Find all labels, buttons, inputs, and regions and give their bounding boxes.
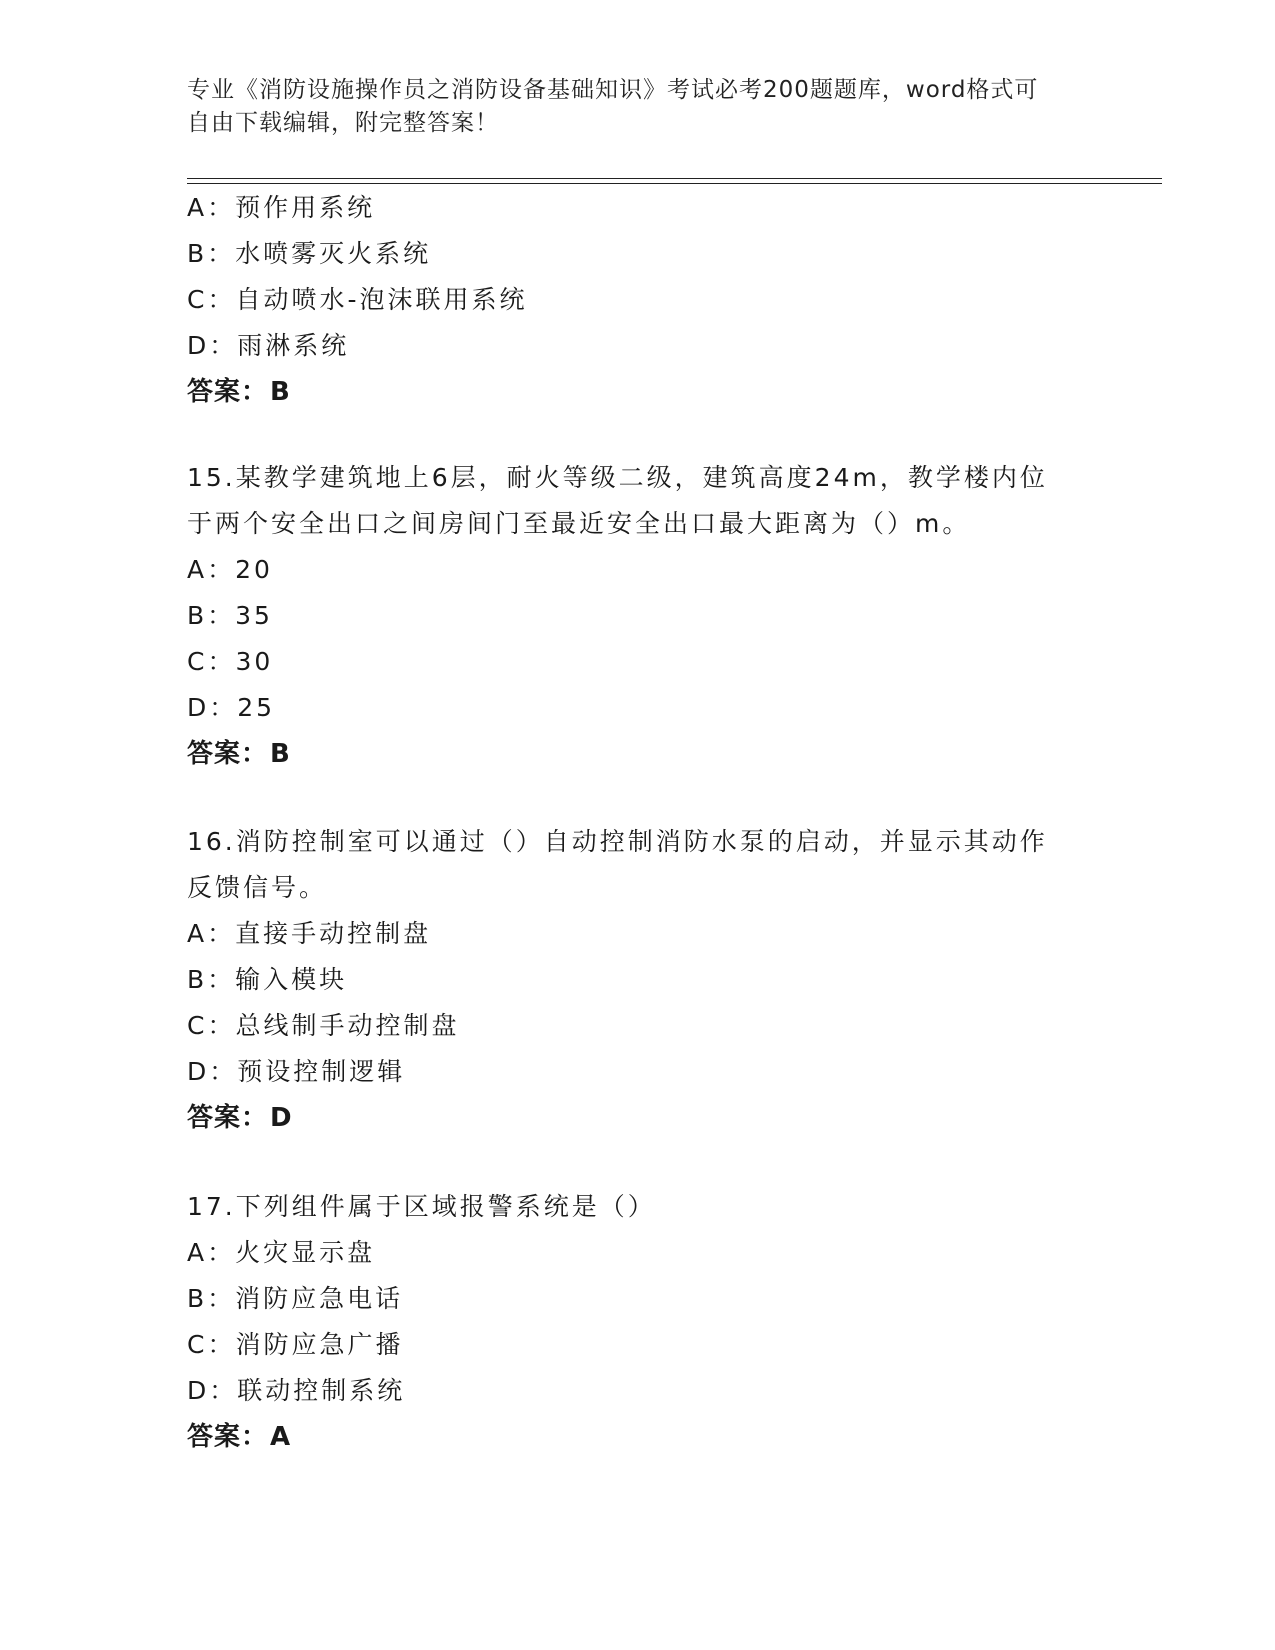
header-divider-top — [187, 178, 1162, 179]
option-a: A：预作用系统 — [187, 193, 376, 222]
header-line-2: 自由下载编辑，附完整答案！ — [187, 110, 499, 136]
answer-value: A — [270, 1422, 292, 1452]
question-stem-line: 16.消防控制室可以通过（）自动控制消防水泵的启动，并显示其动作 — [187, 827, 1048, 856]
option-b: B：输入模块 — [187, 965, 348, 994]
answer-line — [187, 1095, 1127, 1141]
option-c: C：自动喷水-泡沫联用系统 — [187, 285, 528, 314]
question-stem-line: 反馈信号。 — [187, 873, 328, 902]
answer-label: 答案： — [187, 1422, 269, 1452]
document-header — [187, 74, 1087, 140]
option-c: C：总线制手动控制盘 — [187, 1011, 460, 1040]
option-b: B：水喷雾灭火系统 — [187, 239, 432, 268]
question-15 — [187, 455, 1127, 777]
answer-value: B — [270, 377, 291, 407]
answer-label: 答案： — [187, 377, 269, 407]
answer-line — [187, 1414, 1127, 1460]
header-line-1: 专业《消防设施操作员之消防设备基础知识》考试必考200题题库，word格式可 — [187, 77, 1039, 103]
option-d: D：雨淋系统 — [187, 331, 350, 360]
option-c: C：消防应急广播 — [187, 1330, 404, 1359]
question-17 — [187, 1184, 1127, 1460]
option-d: D：联动控制系统 — [187, 1376, 406, 1405]
option-d: D：25 — [187, 693, 276, 722]
option-a: A：20 — [187, 555, 273, 584]
answer-line — [187, 731, 1127, 777]
answer-value: B — [270, 739, 291, 769]
answer-label: 答案： — [187, 739, 269, 769]
answer-label: 答案： — [187, 1103, 269, 1133]
answer-value: D — [270, 1103, 293, 1133]
header-divider-bottom — [187, 183, 1162, 184]
option-a: A：直接手动控制盘 — [187, 919, 432, 948]
question-stem-line: 15.某教学建筑地上6层，耐火等级二级，建筑高度24m，教学楼内位 — [187, 463, 1048, 492]
option-c: C：30 — [187, 647, 274, 676]
question-stem-line: 17.下列组件属于区域报警系统是（） — [187, 1192, 656, 1221]
question-stem-line: 于两个安全出口之间房间门至最近安全出口最大距离为（）m。 — [187, 509, 971, 538]
option-b: B：消防应急电话 — [187, 1284, 404, 1313]
option-d: D：预设控制逻辑 — [187, 1057, 406, 1086]
option-a: A：火灾显示盘 — [187, 1238, 376, 1267]
question-14-continued — [187, 185, 1127, 415]
question-16 — [187, 819, 1127, 1141]
answer-line — [187, 369, 1127, 415]
option-b: B：35 — [187, 601, 273, 630]
